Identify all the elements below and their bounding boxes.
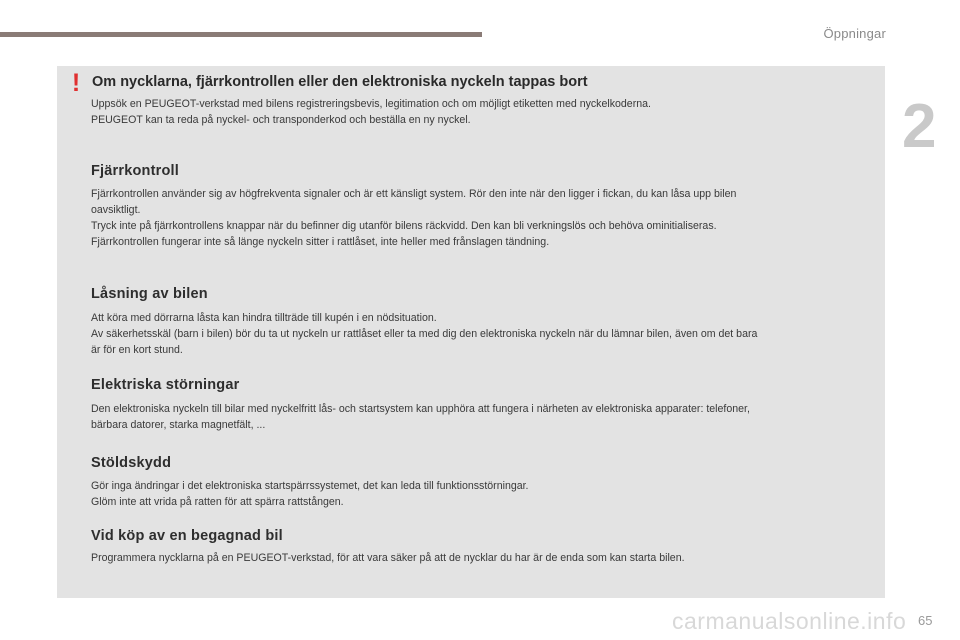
section-text-lasning xyxy=(91,310,876,358)
section-text-stoldskydd xyxy=(91,478,876,510)
text-line: Att köra med dörrarna låsta kan hindra tillträde till kupén i en nödsituation. xyxy=(91,312,437,324)
section-text-fjarrkontroll xyxy=(91,186,876,250)
text-line: Den elektroniska nyckeln till bilar med nyckelfritt lås- och startsystem kan upphöra att fungera i närheten av elektroniska apparater: telefoner, xyxy=(91,403,750,415)
exclamation-mark-icon: ! xyxy=(71,69,81,97)
page-number: 65 xyxy=(918,613,933,628)
text-line: Fjärrkontrollen fungerar inte så länge nyckeln sitter i rattlåset, inte heller med frånslagen tändning. xyxy=(91,236,550,248)
chapter-number: 2 xyxy=(902,92,937,161)
section-text-storningar xyxy=(91,401,876,433)
section-heading-lasning: Låsning av bilen xyxy=(91,286,208,302)
warning-title: Om nycklarna, fjärrkontrollen eller den elektroniska nyckeln tappas bort xyxy=(92,74,588,90)
text-line: Tryck inte på fjärrkontrollens knappar när du befinner dig utanför bilens räckvidd. Den kan bli verkningslös och behöva ominitialiseras. xyxy=(91,220,717,232)
text-line: Fjärrkontrollen använder sig av högfrekventa signaler och är ett känsligt system. Rör den inte när den ligger i fickan, du kan låsa upp bilen xyxy=(91,188,737,200)
text-line: oavsiktligt. xyxy=(91,204,141,216)
warning-text xyxy=(91,96,876,128)
chapter-accent-bar xyxy=(0,32,482,37)
text-line: Programmera nycklarna på en PEUGEOT-verkstad, för att vara säker på att de nycklar du har är de enda som kan starta bilen. xyxy=(91,552,685,564)
section-heading-begagnad: Vid köp av en begagnad bil xyxy=(91,528,283,544)
section-heading-fjarrkontroll: Fjärrkontroll xyxy=(91,163,179,179)
text-line: Glöm inte att vrida på ratten för att spärra rattstången. xyxy=(91,496,344,508)
text-line: Gör inga ändringar i det elektroniska startspärrssystemet, det kan leda till funktionsstörningar. xyxy=(91,480,529,492)
text-line: är för en kort stund. xyxy=(91,344,183,356)
section-heading-storningar: Elektriska störningar xyxy=(91,377,240,393)
text-line: PEUGEOT kan ta reda på nyckel- och transponderkod och beställa en ny nyckel. xyxy=(91,114,471,126)
text-line: Uppsök en PEUGEOT-verkstad med bilens registreringsbevis, legitimation och om möjligt etiketten med nyckelkoderna. xyxy=(91,98,651,110)
text-line: bärbara datorer, starka magnetfält, ... xyxy=(91,419,266,431)
section-text-begagnad xyxy=(91,550,876,566)
section-heading-stoldskydd: Stöldskydd xyxy=(91,455,172,471)
chapter-title: Öppningar xyxy=(823,26,886,41)
text-line: Av säkerhetsskäl (barn i bilen) bör du ta ut nyckeln ur rattlåset eller ta med dig den elektroniska nyckeln när du lämnar bilen, även om det bara xyxy=(91,328,758,340)
watermark: carmanualsonline.info xyxy=(672,608,907,634)
